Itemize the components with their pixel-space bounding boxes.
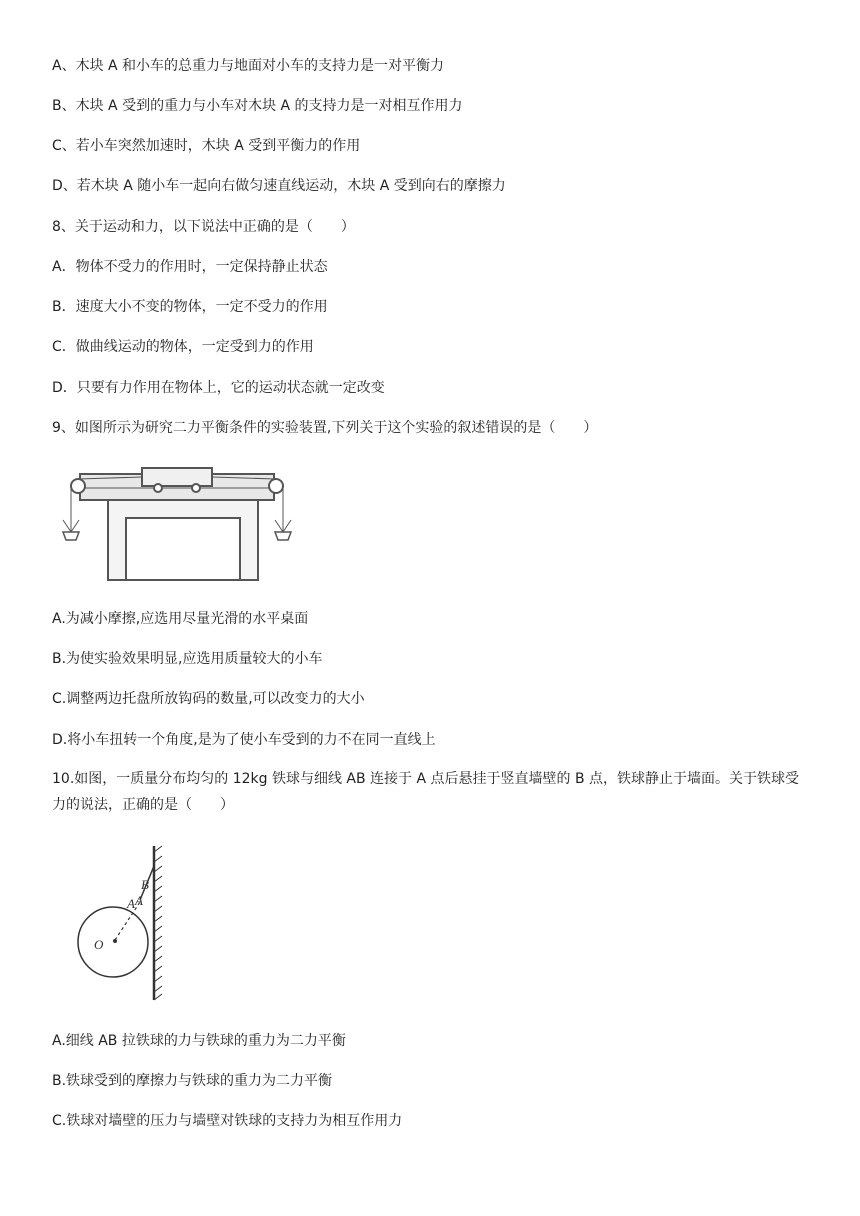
center-point [113,939,117,943]
iron-ball [78,907,148,977]
pulley-left [71,479,85,493]
pan-left [63,532,79,540]
q9-apparatus-figure [60,460,295,585]
q7-option-a: A、木块 A 和小车的总重力与地面对小车的支持力是一对平衡力 [52,58,445,74]
q7-option-d: D、若木块 A 随小车一起向右做匀速直线运动，木块 A 受到向右的摩擦力 [52,178,506,194]
cart [142,468,212,486]
pulley-right [269,479,283,493]
pan-right [275,532,291,540]
q8-option-d: D．只要有力作用在物体上，它的运动状态就一定改变 [52,380,385,396]
q9-option-d: D.将小车扭转一个角度,是为了使小车受到的力不在同一直线上 [52,732,436,748]
q9-option-c: C.调整两边托盘所放钩码的数量,可以改变力的大小 [52,691,365,707]
label-o: O [94,937,104,952]
q10-option-b: B.铁球受到的摩擦力与铁球的重力为二力平衡 [52,1073,333,1089]
q8-option-b: B．速度大小不变的物体，一定不受力的作用 [52,299,328,315]
q7-option-b: B、木块 A 受到的重力与小车对木块 A 的支持力是一对相互作用力 [52,98,463,114]
label-a: A [127,896,135,911]
q9-option-a: A.为减小摩擦,应选用尽量光滑的水平桌面 [52,611,309,627]
cart-wheel-right [192,484,200,492]
q8-option-a: A．物体不受力的作用时，一定保持静止状态 [52,259,328,275]
q10-iron-ball-figure [70,842,180,1004]
q10-option-c: C.铁球对墙壁的压力与墙壁对铁球的支持力为相互作用力 [52,1113,403,1129]
q8-stem: 8、关于运动和力，以下说法中正确的是（ ） [52,219,355,235]
q10-stem: 10.如图，一质量分布均匀的 12kg 铁球与细线 AB 连接于 A 点后悬挂于竖直墙壁的 B 点，铁球静止于墙面。关于铁球受力的说法，正确的是（ ） [52,771,800,813]
cart-wheel-left [154,484,162,492]
q7-option-c: C、若小车突然加速时，木块 A 受到平衡力的作用 [52,138,361,154]
q9-stem: 9、如图所示为研究二力平衡条件的实验装置,下列关于这个实验的叙述错误的是（ ） [52,420,598,436]
label-b: B [141,877,149,892]
q8-option-c: C．做曲线运动的物体，一定受到力的作用 [52,339,314,355]
label-a-2: A [135,893,143,908]
q10-option-a: A.细线 AB 拉铁球的力与铁球的重力为二力平衡 [52,1033,346,1049]
q9-option-b: B.为使实验效果明显,应选用质量较大的小车 [52,651,323,667]
